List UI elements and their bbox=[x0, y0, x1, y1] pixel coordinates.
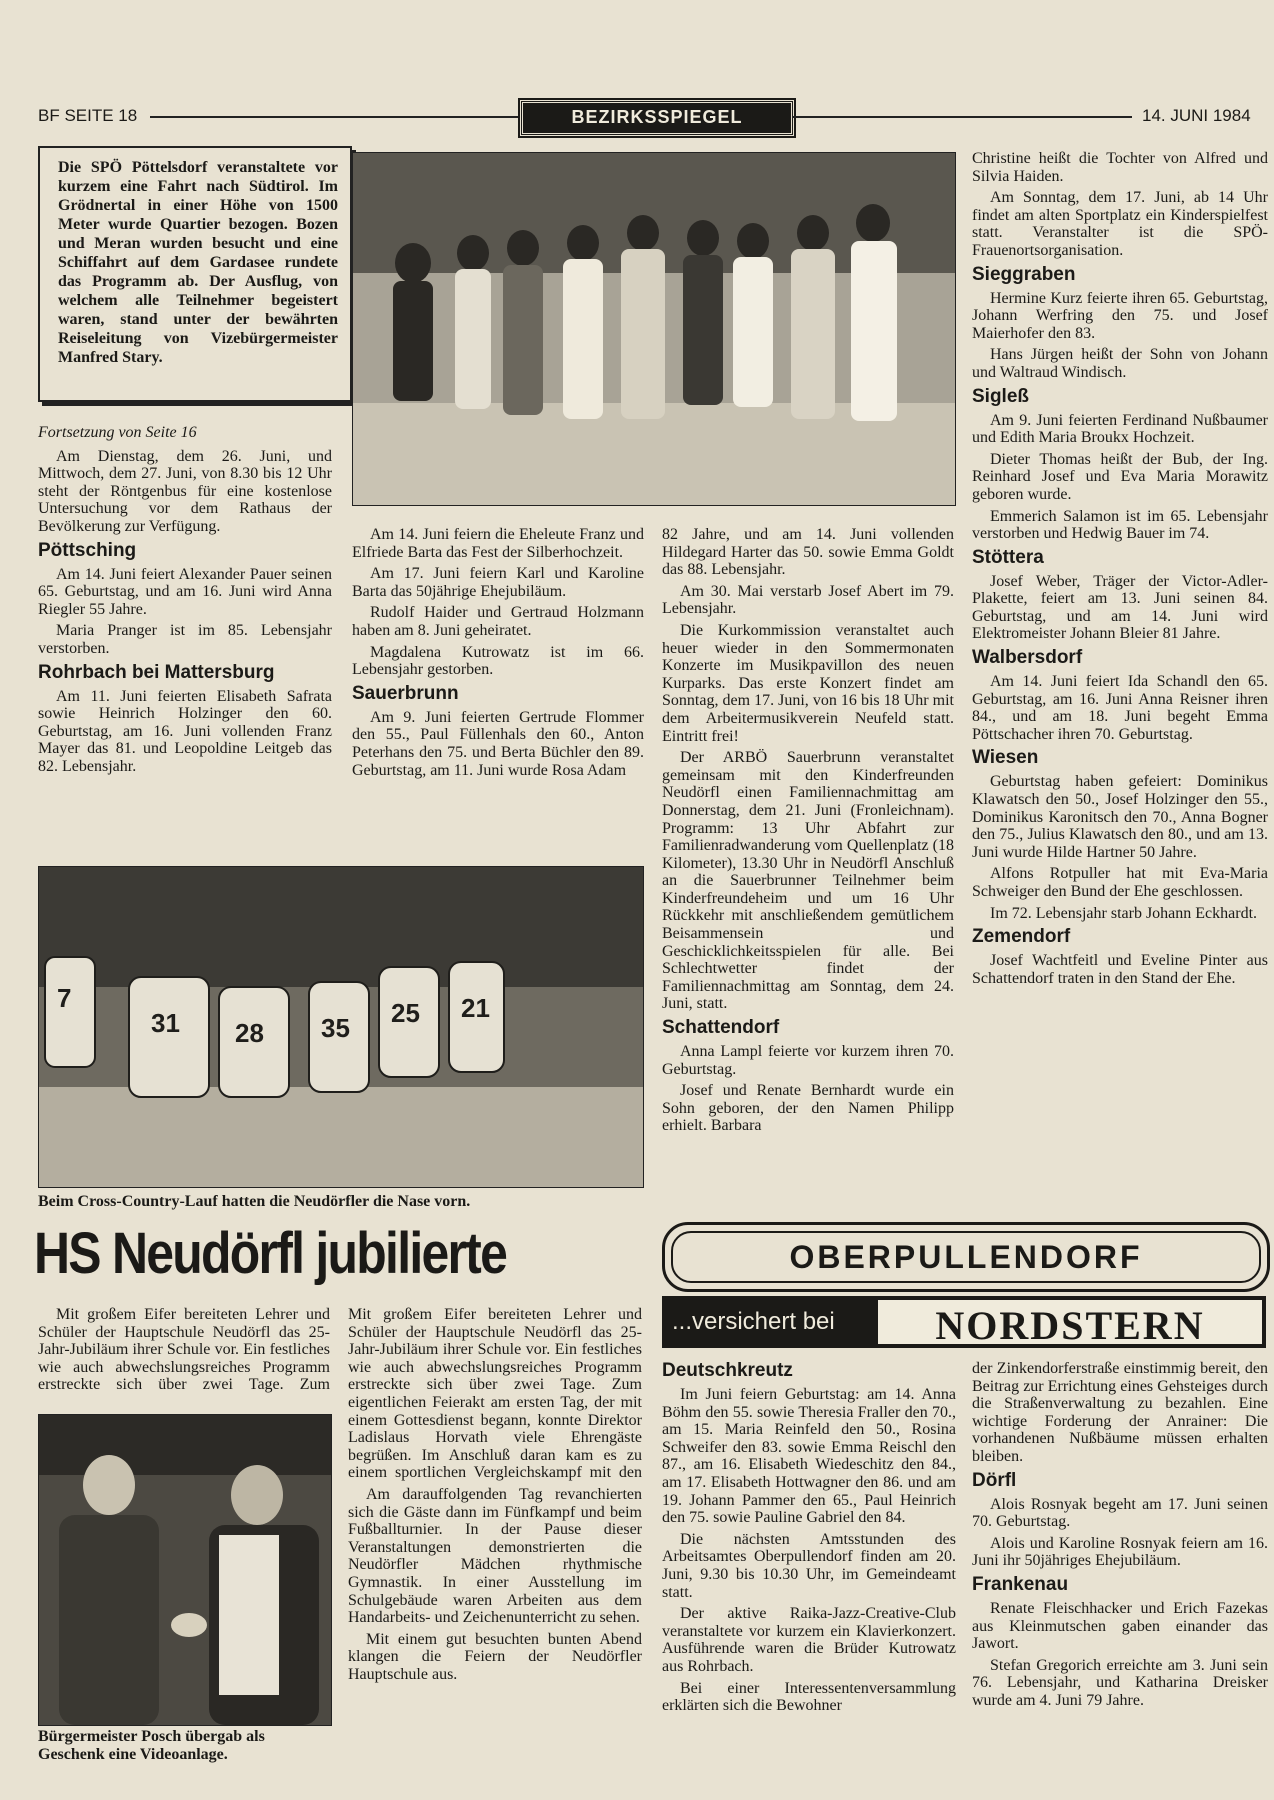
nordstern-sponsor-bar bbox=[662, 1296, 1266, 1348]
sponsor-prefix: ...versichert bei bbox=[672, 1308, 835, 1335]
handshake-photo-caption: Bürgermeister Posch übergab als Geschenk eine Videoanlage. bbox=[38, 1728, 265, 1763]
heading-sigless: Sigleß bbox=[972, 385, 1030, 407]
arboe-paragraph: Der ARBÖ Sauerbrunn veranstaltet gemeinsam mit den Kinderfreunden Neudörfl einen Familiennachmittag am Donnerstag, dem 21. Juni (Fronleichnam). Programm: 13 Uhr Abfahrt zur Familienradwanderung vom Quellenplatz (18 Kilometer), 13.30 Uhr in Neudörfl Anschluß an die Sauerbrunner Teilnehmer beim Kinderfreundeheim und um 16 Uhr Rückkehr mit anschließendem gemütlichem Beisammensein und Geschicklichkeitsspielen für alle. Bei Schlechtwetter findet der Familiennachmittag am Sonntag, dem 24. Juni, statt. bbox=[662, 749, 954, 1013]
box-story bbox=[38, 146, 352, 402]
wiesen-paragraph-3: Im 72. Lebensjahr starb Johann Eckhardt. bbox=[990, 904, 1258, 922]
heading-poettsching: Pöttsching bbox=[38, 539, 137, 561]
heading-rohrbach: Rohrbach bei Mattersburg bbox=[38, 661, 275, 683]
heading-sauerbrunn: Sauerbrunn bbox=[352, 682, 459, 704]
walbersdorf-paragraph: Am 14. Juni feiert Ida Schandl den 65. Geburtstag, am 16. Juni Anna Reisner ihren 84., und am 18. Juni begeht Emma Pöttschacher ihren 70. Geburtstag. bbox=[972, 673, 1268, 743]
deutschkreutz-paragraph-2: Die nächsten Amtsstunden des Arbeitsamtes Oberpullendorf finden am 20. Juni, 9.30 bis 10.30 Uhr, im Gemeindeamt statt. bbox=[662, 1530, 956, 1601]
hs-column-right bbox=[348, 1306, 642, 1688]
group-photo bbox=[352, 152, 956, 506]
deutschkreutz-paragraph-4: Bei einer Interessentenversammlung erklärten sich die Bewohner bbox=[662, 1679, 956, 1715]
race-bib-35: 35 bbox=[321, 1013, 350, 1043]
kurkommission-paragraph: Die Kurkommission veranstaltet auch heuer wieder in den Sommermonaten Konzerte im Musikpavillon des neuen Kurparks. Das erste Konzert findet am Sonntag, dem 17. Juni, von 16 bis 18 Uhr mit dem Arbeitermusikverein Neufeld statt. Eintritt frei! bbox=[662, 621, 954, 745]
column-4 bbox=[972, 150, 1268, 991]
deutschkreutz-paragraph-5: der Zinkendorferstraße einstimmig bereit, den Beitrag zur Errichtung eines Gehsteiges durch die Straßenverwaltung zu bezahlen. Eine wichtige Forderung der Anrainer: Die vorhandenen Nußbäume müssen erhalten bleiben. bbox=[972, 1360, 1268, 1465]
sieggraben-paragraph-2: Hans Jürgen heißt der Sohn von Johann und Waltraud Windisch. bbox=[972, 346, 1268, 381]
hs-column-left bbox=[38, 1306, 330, 1398]
deutschkreutz-paragraph-1: Im Juni feiern Geburtstag: am 14. Anna Böhm den 55. sowie Theresia Fraller den 70., am 15. Maria Reinfeld den 50., Rosina Schweifer den 83. sowie Emma Reischl den 87., am 16. Elisabeth Wiedeschitz den 84., am 17. Elisabeth Hottwagner den 86. und am 19. Johann Pammer den 65., Paul Heinrich den 75. sowie Pauline Gabriel den 84. bbox=[662, 1386, 956, 1527]
handshake-photo bbox=[38, 1414, 332, 1726]
hs-paragraph-3: Mit einem gut besuchten bunten Abend klangen die Feiern der Neudörfler Hauptschule aus. bbox=[348, 1630, 642, 1683]
column-3 bbox=[662, 526, 954, 1139]
race-bib-7: 7 bbox=[57, 983, 72, 1013]
poettsching-paragraph-2: Maria Pranger ist im 85. Lebensjahr verstorben. bbox=[38, 622, 332, 657]
haider-paragraph: Rudolf Haider und Gertraud Holzmann haben am 8. Juni geheiratet. bbox=[352, 604, 644, 639]
heading-walbersdorf: Walbersdorf bbox=[972, 647, 1083, 669]
sigless-paragraph-2: Dieter Thomas heißt der Bub, der Ing. Reinhard Josef und Eva Maria Morawitz geboren wurde. bbox=[972, 450, 1268, 503]
lampl-paragraph: Anna Lampl feierte vor kurzem ihren 70. Geburtstag. bbox=[662, 1043, 954, 1078]
frankenau-paragraph-1: Renate Fleischhacker und Erich Fazekas aus Kleinmutschen gaben einander das Jawort. bbox=[972, 1599, 1268, 1653]
barta-golden-paragraph: Am 17. Juni feiern Karl und Karoline Barta das 50jährige Ehejubiläum. bbox=[352, 565, 644, 600]
header-rule-right bbox=[792, 116, 1132, 118]
heading-sieggraben: Sieggraben bbox=[972, 263, 1076, 285]
kutrowatz-paragraph: Magdalena Kutrowatz ist im 66. Lebensjahr gestorben. bbox=[352, 643, 644, 679]
frankenau-paragraph-2: Stefan Gregorich erreichte am 3. Juni sein 76. Lebensjahr, und Katharina Dreisker wurde am 4. Juni 79 Jahre. bbox=[972, 1656, 1268, 1709]
oberpullendorf-title: OBERPULLENDORF bbox=[789, 1239, 1143, 1275]
haiden-paragraph: Christine heißt die Tochter von Alfred und Silvia Haiden. bbox=[972, 150, 1268, 185]
race-photo-image bbox=[39, 867, 643, 1187]
wiesen-paragraph-1: Geburtstag haben gefeiert: Dominikus Klawatsch den 50., Josef Holzinger den 55., Dominikus Karonitsch den 70., Anna Bogner den 75., Julius Klawatsch den 80., und am 13. Juni wurde Hilde Hartner 50 Jahre. bbox=[972, 773, 1268, 861]
column-1 bbox=[38, 424, 332, 780]
stoettera-paragraph: Josef Weber, Träger der Victor-Adler-Plakette, feiert am 13. Juni seinen 84. Geburtstag, und am 14. Juni wird Elektromeister Johann Bleier 81 Jahre. bbox=[972, 572, 1268, 643]
section-banner bbox=[520, 100, 794, 136]
oberpullendorf-banner bbox=[662, 1222, 1270, 1292]
oberpullendorf-column-left bbox=[662, 1356, 956, 1719]
bernhardt-paragraph: Josef und Renate Bernhardt wurde ein Sohn geboren, der den Namen Philipp erhielt. Barbara bbox=[662, 1082, 954, 1135]
wiesen-paragraph-2: Alfons Rotpuller hat mit Eva-Maria Schweiger den Bund der Ehe geschlossen. bbox=[972, 865, 1268, 900]
kinderspielfest-paragraph: Am Sonntag, dem 17. Juni, ab 14 Uhr findet am alten Sportplatz ein Kinderspielfest statt. Veranstalter ist die SPÖ-Frauenortsorganisation. bbox=[972, 189, 1268, 259]
doerfl-paragraph-2: Alois und Karoline Rosnyak feiern am 16. Juni ihr 50jähriges Ehejubiläum. bbox=[972, 1534, 1268, 1570]
hs-paragraph-1: Mit großem Eifer bereiteten Lehrer und Schüler der Hauptschule Neudörfl das 25-Jahr-Jubiläum ihrer Schule vor. Ein festliches wie auch abwechslungsreiches Programm erstreckte sich über zwei Tage. Zum eigentlichen Feierakt am ersten Tag, der mit einem Gottesdienst begann, konnte Direktor Ladislaus Horvath viele Ehrengäste begrüßen. Im Anschluß daran kam es zu einem sportlichen Vergleichskampf mit den bbox=[348, 1306, 642, 1482]
barta-silver-paragraph: Am 14. Juni feiern die Eheleute Franz und Elfriede Barta das Fest der Silberhochzeit. bbox=[352, 526, 644, 561]
page-date: 14. JUNI 1984 bbox=[1142, 106, 1251, 125]
hs-paragraph-1-start: Mit großem Eifer bereiteten Lehrer und Schüler der Hauptschule Neudörfl das 25-Jahr-Jubiläum ihrer Schule vor. Ein festliches wie auch abwechslungsreiches Programm erstreckte sich über zwei Tage. Zum bbox=[38, 1306, 330, 1394]
zemendorf-paragraph: Josef Wachtfeitl und Eveline Pinter aus Schattendorf traten in den Stand der Ehe. bbox=[972, 952, 1268, 987]
sauerbrunn-paragraph: Am 9. Juni feierten Gertrude Flommer den 55., Paul Füllenhals den 60., Anton Peterhans den 75. und Berta Büchler den 89. Geburtstag, am 11. Juni wurde Rosa Adam bbox=[352, 708, 644, 779]
group-photo-image bbox=[353, 153, 955, 505]
box-story-text: Die SPÖ Pöttelsdorf veranstaltete vor kurzem eine Fahrt nach Südtirol. Im Grödnertal in einer Höhe von 1500 Meter wurde Quartier bezogen. Bozen und Meran wurden besucht und eine Schiffahrt auf dem Gardasee rundete das Programm ab. Der Ausflug, von welchem alle Teilnehmer begeistert waren, stand unter der bewährten Reiseleitung von Vizebürgermeister Manfred Stary. bbox=[58, 159, 338, 366]
nordstern-logo: NORDSTERN bbox=[935, 1303, 1205, 1348]
sigless-paragraph-3: Emmerich Salamon ist im 65. Lebensjahr verstorben und Hedwig Bauer im 74. bbox=[972, 507, 1268, 543]
nordstern-logo-box bbox=[878, 1300, 1262, 1348]
poettsching-paragraph-1: Am 14. Juni feiert Alexander Pauer seinen 65. Geburtstag, und am 16. Juni wird Anna Riegler 55 Jahre. bbox=[38, 565, 332, 618]
sigless-paragraph-1: Am 9. Juni feierten Ferdinand Nußbaumer und Edith Maria Broukx Hochzeit. bbox=[972, 411, 1268, 447]
sauerbrunn-continued-paragraph: 82 Jahre, und am 14. Juni vollenden Hildegard Harter das 50. sowie Emma Goldt das 88. Lebensjahr. bbox=[662, 526, 954, 579]
race-bib-21: 21 bbox=[461, 993, 490, 1023]
roentgenbus-paragraph: Am Dienstag, dem 26. Juni, und Mittwoch, dem 27. Juni, von 8.30 bis 12 Uhr steht der Röntgenbus für eine kostenlose Untersuchung vor dem Rathaus der Bevölkerung zur Verfügung. bbox=[38, 447, 332, 535]
abert-paragraph: Am 30. Mai verstarb Josef Abert im 79. Lebensjahr. bbox=[662, 582, 954, 618]
heading-wiesen: Wiesen bbox=[972, 747, 1039, 769]
column-2 bbox=[352, 526, 644, 783]
header-rule-left bbox=[150, 116, 518, 118]
hs-headline: HS Neudörfl jubilierte bbox=[34, 1221, 507, 1286]
heading-schattendorf: Schattendorf bbox=[662, 1017, 780, 1039]
race-bib-28: 28 bbox=[235, 1018, 264, 1048]
section-title: BEZIRKSSPIEGEL bbox=[571, 107, 743, 127]
race-photo-caption: Beim Cross-Country-Lauf hatten die Neudörfler die Nase vorn. bbox=[38, 1193, 471, 1210]
heading-frankenau: Frankenau bbox=[972, 1573, 1069, 1595]
race-bib-31: 31 bbox=[151, 1008, 180, 1038]
doerfl-paragraph-1: Alois Rosnyak begeht am 17. Juni seinen 70. Geburtstag. bbox=[972, 1495, 1268, 1531]
heading-doerfl: Dörfl bbox=[972, 1469, 1017, 1491]
sieggraben-paragraph-1: Hermine Kurz feierte ihren 65. Geburtstag, Johann Werfring den 75. und Josef Maierhofer den 83. bbox=[972, 289, 1268, 342]
continuation-note: Fortsetzung von Seite 16 bbox=[38, 424, 197, 441]
heading-stoettera: Stöttera bbox=[972, 546, 1044, 568]
race-bib-25: 25 bbox=[391, 998, 420, 1028]
oberpullendorf-column-right bbox=[972, 1360, 1268, 1714]
heading-zemendorf: Zemendorf bbox=[972, 926, 1071, 948]
race-photo bbox=[38, 866, 644, 1188]
page-label: BF SEITE 18 bbox=[38, 106, 138, 125]
hs-paragraph-2: Am darauffolgenden Tag revanchierten sich die Gäste dann im Fünfkampf und beim Fußballturnier. In der Pause dieser Veranstaltungen demonstrierten die Neudörfler Mädchen rhythmische Gymnastik. In einer Ausstellung im Schulgebäude waren Arbeiten aus dem Handarbeits- und Zeichenunterricht zu sehen. bbox=[348, 1486, 642, 1627]
rohrbach-paragraph: Am 11. Juni feierten Elisabeth Safrata sowie Heinrich Holzinger den 60. Geburtstag, am 16. Juni vollenden Franz Mayer das 81. und Leopoldine Leitgeb das 82. Lebensjahr. bbox=[38, 687, 332, 775]
heading-deutschkreutz: Deutschkreutz bbox=[662, 1360, 793, 1381]
handshake-photo-image bbox=[39, 1415, 331, 1725]
deutschkreutz-paragraph-3: Der aktive Raika-Jazz-Creative-Club veranstaltete vor kurzem ein Klavierkonzert. Ausführende waren die Brüder Kutrowatz aus Rohrbach. bbox=[662, 1605, 956, 1675]
